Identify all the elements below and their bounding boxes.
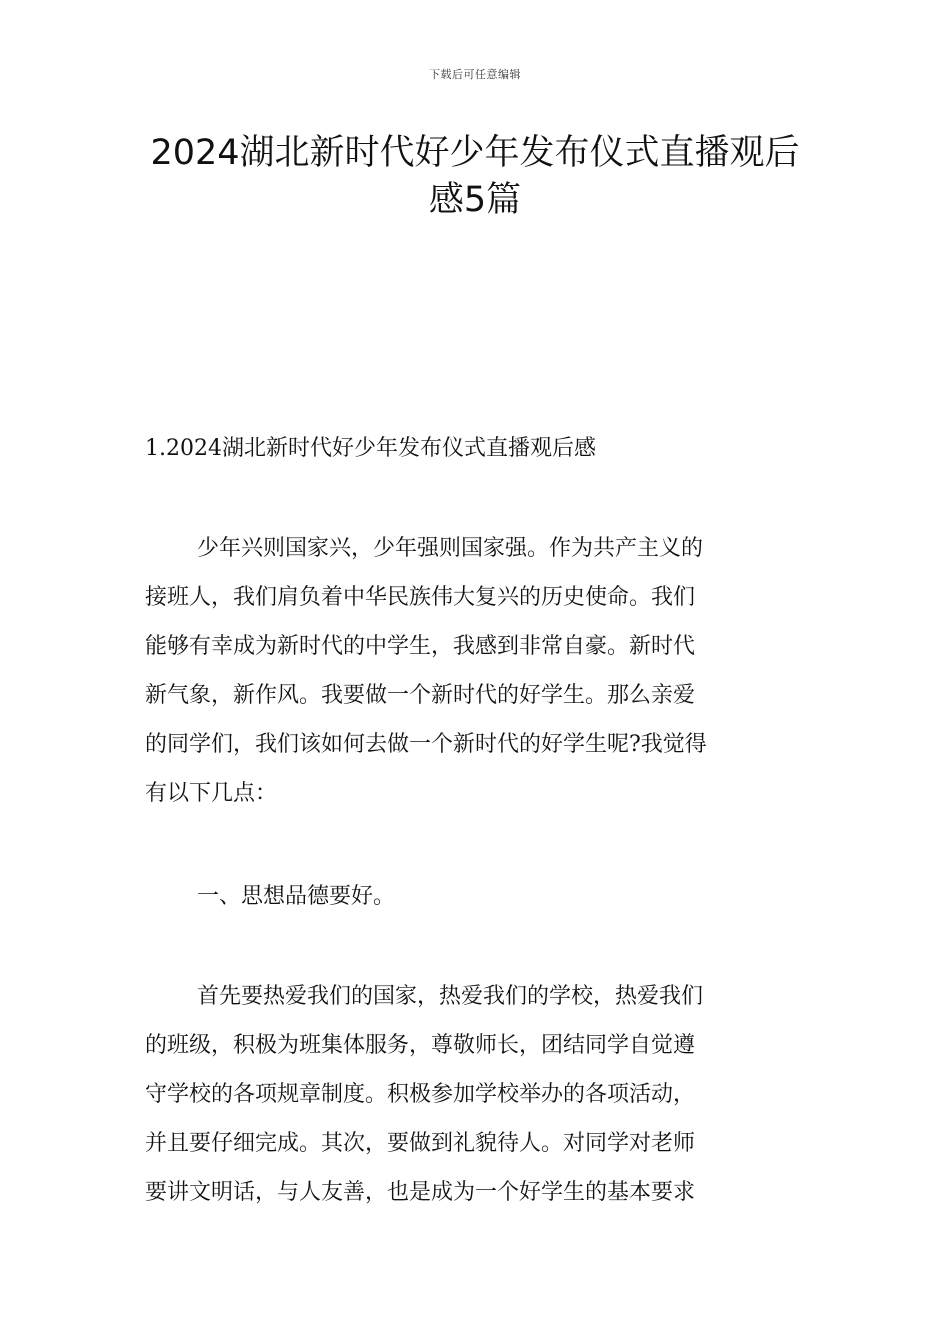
paragraph-line: 新气象，新作风。我要做一个新时代的好学生。那么亲爱	[145, 683, 696, 708]
paragraph-line: 接班人，我们肩负着中华民族伟大复兴的历史使命。我们	[145, 585, 696, 610]
paragraph-line: 能够有幸成为新时代的中学生，我感到非常自豪。新时代	[145, 634, 696, 659]
section-heading: 1.2024湖北新时代好少年发布仪式直播观后感	[145, 436, 596, 461]
paragraph-intro	[145, 524, 825, 818]
title-line-2: 感5篇	[428, 180, 522, 220]
paragraph-body	[145, 972, 825, 1217]
document-title	[120, 130, 830, 224]
paragraph-line: 一、思想品德要好。	[197, 884, 396, 909]
paragraph-line: 的班级，积极为班集体服务，尊敬师长，团结同学自觉遵	[145, 1033, 696, 1058]
title-line-1: 2024湖北新时代好少年发布仪式直播观后	[150, 133, 800, 173]
header-note: 下载后可任意编辑	[429, 68, 521, 81]
paragraph-line: 并且要仔细完成。其次，要做到礼貌待人。对同学对老师	[145, 1131, 696, 1156]
paragraph-line: 的同学们，我们该如何去做一个新时代的好学生呢?我觉得	[145, 732, 707, 757]
paragraph-point-one	[145, 872, 825, 921]
paragraph-line: 守学校的各项规章制度。积极参加学校举办的各项活动，	[145, 1082, 696, 1107]
paragraph-line: 少年兴则国家兴，少年强则国家强。作为共产主义的	[197, 536, 704, 561]
paragraph-line: 有以下几点：	[145, 781, 278, 806]
paragraph-line: 要讲文明话，与人友善，也是成为一个好学生的基本要求	[145, 1180, 696, 1205]
paragraph-line: 首先要热爱我们的国家，热爱我们的学校，热爱我们	[197, 984, 704, 1009]
